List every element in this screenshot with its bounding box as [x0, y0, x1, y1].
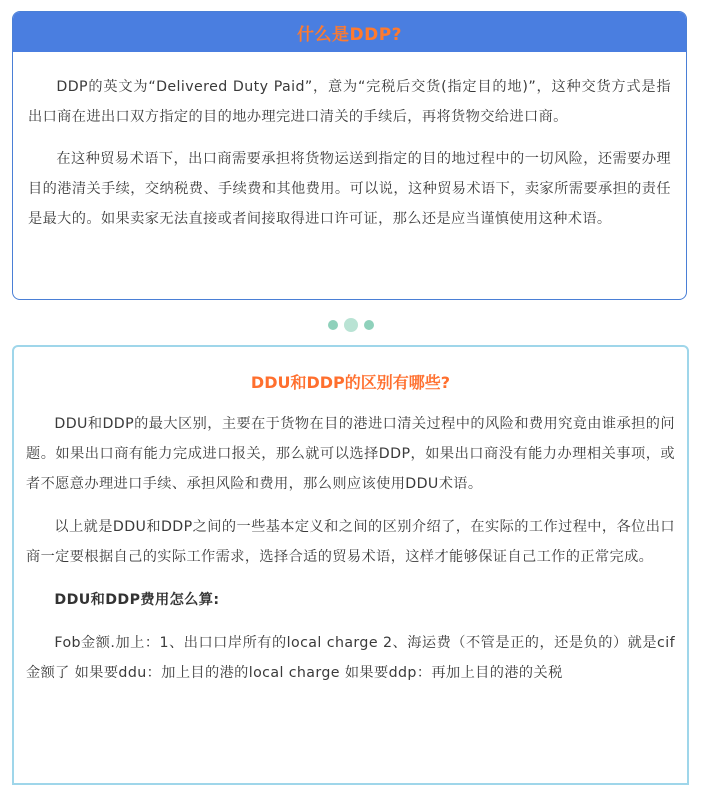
ddp-definition-card	[12, 11, 687, 300]
difference-paragraph-1: DDU和DDP的最大区别，主要在于货物在目的港进口清关过程中的风险和费用究竟由谁承担的问题。如果出口商有能力完成进口报关，那么就可以选择DDP，如果出口商没有能力办理相关事项，或者不愿意办理进口手续、承担风险和费用，那么则应该使用DDU术语。	[26, 416, 675, 492]
divider-dot-right	[364, 320, 374, 330]
ddp-definition-paragraph-1: DDP的英文为“Delivered Duty Paid”，意为“完税后交货(指定目的地)”，这种交货方式是指出口商在进出口双方指定的目的地办理完进口清关的手续后，再将货物交给进口商。	[28, 79, 671, 125]
ddp-definition-header	[13, 12, 686, 52]
ddu-ddp-difference-body	[14, 395, 687, 688]
ddu-ddp-difference-card	[12, 345, 689, 785]
difference-paragraph-2: 以上就是DDU和DDP之间的一些基本定义和之间的区别介绍了，在实际的工作过程中，各位出口商一定要根据自己的实际工作需求，选择合适的贸易术语，这样才能够保证自己工作的正常完成。	[26, 519, 675, 565]
cost-paragraph: Fob金额.加上：1、出口口岸所有的local charge 2、海运费（不管是正的，还是负的）就是cif金额了 如果要ddu：加上目的港的local charge 如果要ddp：再加上目的港的关税	[26, 635, 675, 681]
ddp-definition-title: 什么是DDP?	[296, 24, 403, 45]
section-divider-dots	[0, 316, 702, 334]
ddu-ddp-difference-title: DDU和DDP的区别有哪些?	[250, 373, 451, 392]
ddp-definition-paragraph-2: 在这种贸易术语下，出口商需要承担将货物运送到指定的目的地过程中的一切风险，还需要办理目的港清关手续，交纳税费、手续费和其他费用。可以说，这种贸易术语下，卖家所需要承担的责任是最大的。如果卖家无法直接或者间接取得进口许可证，那么还是应当谨慎使用这种术语。	[28, 151, 671, 227]
divider-dot-middle	[344, 318, 358, 332]
cost-subheading: DDU和DDP费用怎么算:	[54, 592, 220, 608]
ddp-definition-body	[13, 52, 686, 234]
divider-dot-left	[328, 320, 338, 330]
